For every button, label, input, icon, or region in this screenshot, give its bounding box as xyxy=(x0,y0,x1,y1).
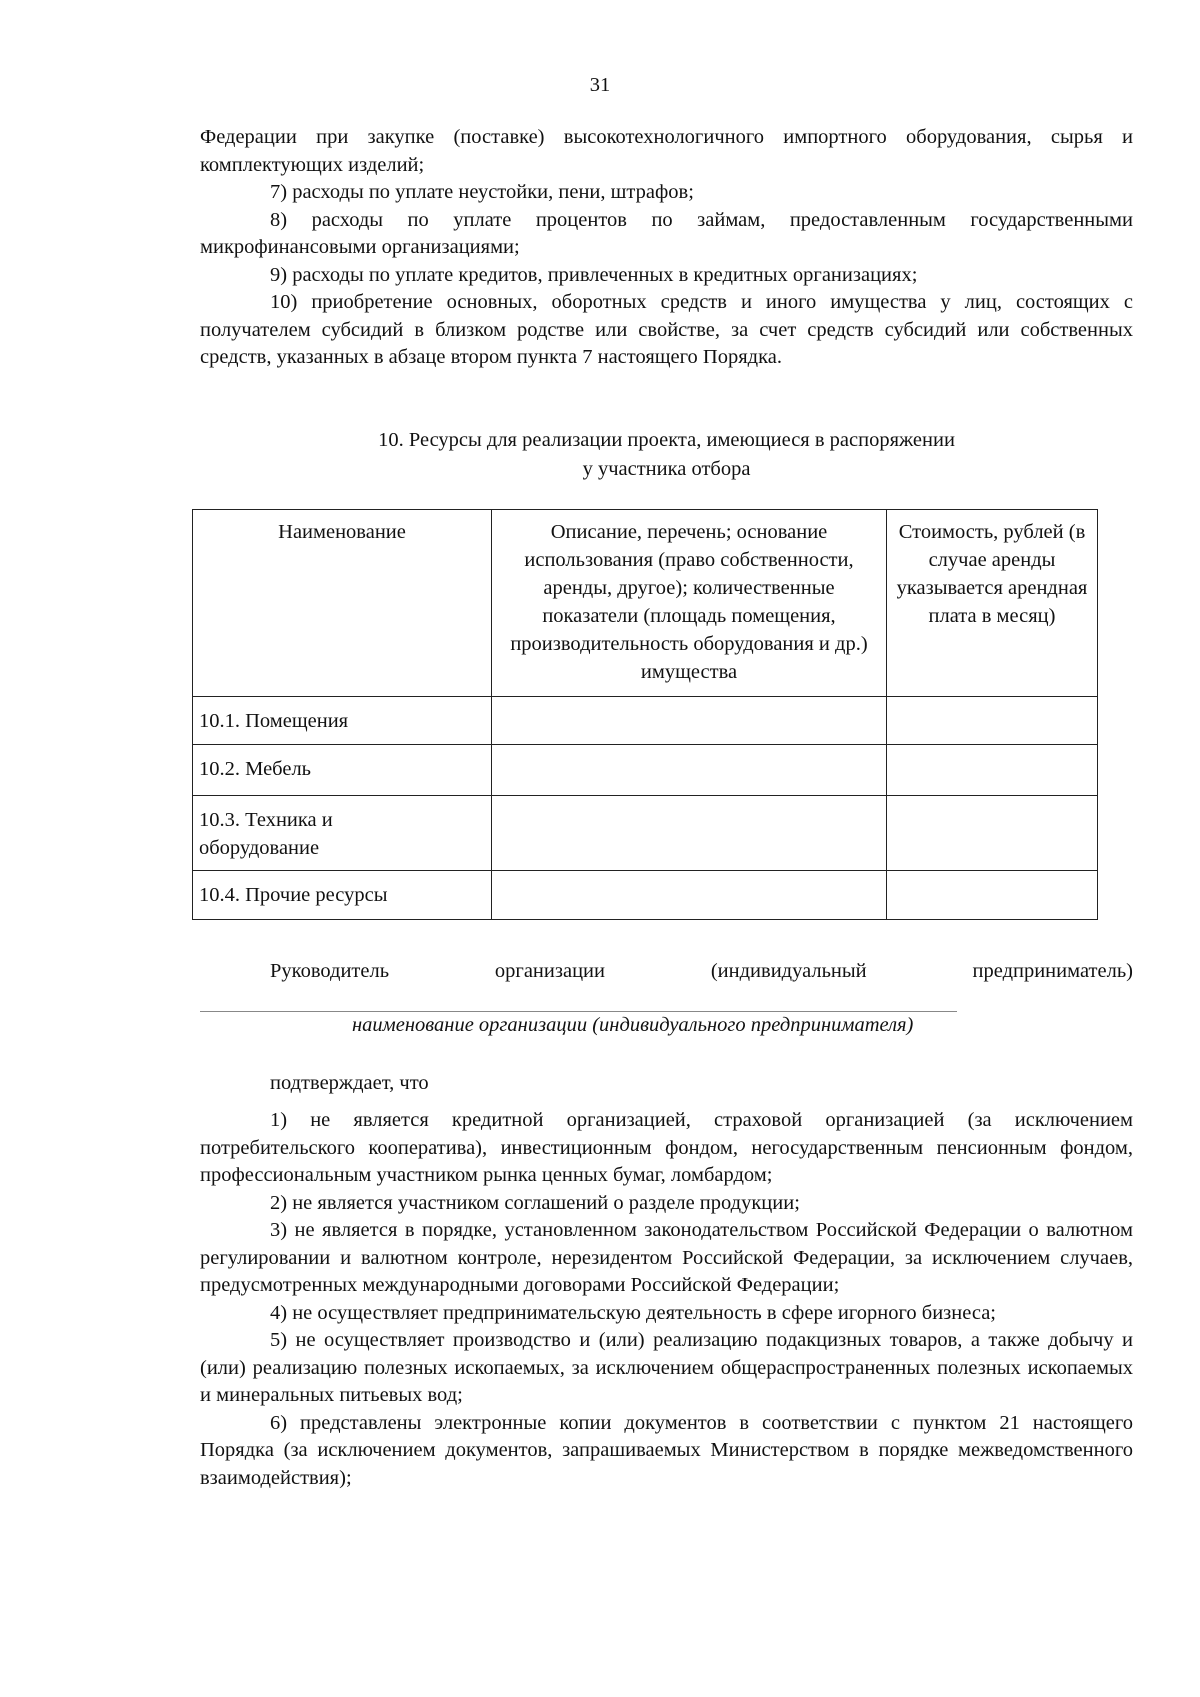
row-name: 10.4. Прочие ресурсы xyxy=(193,871,492,920)
signature-word: (индивидуальный xyxy=(710,960,867,982)
row-description xyxy=(492,871,887,920)
bottom-paragraphs xyxy=(200,1107,1133,1492)
row-cost xyxy=(887,697,1098,745)
table-row xyxy=(193,697,1098,745)
row-name: 10.1. Помещения xyxy=(193,697,492,745)
row-cost xyxy=(887,871,1098,920)
row-name: 10.2. Мебель xyxy=(193,745,492,796)
paragraph: 8) расходы по уплате процентов по займам, предоставленным государственными микрофинансовыми организациями; xyxy=(200,208,1133,258)
paragraph: 9) расходы по уплате кредитов, привлеченных в кредитных организациях; xyxy=(270,263,918,286)
top-paragraphs xyxy=(200,124,1133,372)
row-description xyxy=(492,796,887,871)
row-description xyxy=(492,745,887,796)
signature-word: организации xyxy=(494,960,605,982)
table-row xyxy=(193,745,1098,796)
section-title-line2: у участника отбора xyxy=(582,458,751,480)
paragraph: 3) не является в порядке, установленном законодательством Российской Федерации о валютном регулировании и валютном контроле, нерезидентом Российской Федерации, за исключением случаев, предусмотренных международными договорами Российской Федерации; xyxy=(200,1219,1133,1296)
paragraph: 5) не осуществляет производство и (или) реализацию подакцизных товаров, а также добычу и (или) реализацию полезных ископаемых, за исключением общераспространенных полезных ископаемых и минеральных питьевых вод; xyxy=(200,1329,1133,1406)
section-title-line1: 10. Ресурсы для реализации проекта, имеющиеся в распоряжении xyxy=(378,429,955,451)
paragraph: 2) не является участником соглашений о разделе продукции; xyxy=(270,1191,800,1214)
signature-word: предприниматель) xyxy=(972,960,1133,982)
paragraph: 6) представлены электронные копии документов в соответствии с пунктом 21 настоящего Порядка (за исключением документов, запрашиваемых Министерством в порядке межведомственного взаимодействия); xyxy=(200,1411,1133,1489)
table-row xyxy=(193,871,1098,920)
resources-table xyxy=(192,509,1098,920)
header-name: Наименование xyxy=(193,510,492,697)
header-cost: Стоимость, рублей (в случае аренды указывается арендная плата в месяц) xyxy=(887,510,1098,697)
row-cost xyxy=(887,796,1098,871)
signature-line xyxy=(270,960,1133,983)
paragraph: 7) расходы по уплате неустойки, пени, штрафов; xyxy=(270,181,694,203)
org-name-caption: наименование организации (индивидуального предпринимателя) xyxy=(352,1014,914,1036)
paragraph: Федерации при закупке (поставке) высокотехнологичного импортного оборудования, сырья и комплектующих изделий; xyxy=(200,126,1133,176)
paragraph: 10) приобретение основных, оборотных средств и иного имущества у лиц, состоящих с получателем субсидий в близком родстве или свойстве, за счет средств субсидий или собственных средств, указанных в абзаце втором пункта 7 настоящего Порядка. xyxy=(200,291,1133,368)
header-description: Описание, перечень; основание использования (право собственности, аренды, другое); количественные показатели (площадь помещения, производительность оборудования и др.) имущества xyxy=(492,510,887,697)
row-description xyxy=(492,697,887,745)
signature-word: Руководитель xyxy=(270,960,390,982)
section-title xyxy=(200,426,1133,484)
org-name-blank-line xyxy=(200,1011,957,1012)
row-name: 10.3. Техника и оборудование xyxy=(193,796,492,871)
confirms-text: подтверждает, что xyxy=(270,1072,429,1094)
table-row xyxy=(193,796,1098,871)
page-number: 31 xyxy=(589,74,611,96)
row-cost xyxy=(887,745,1098,796)
paragraph: 4) не осуществляет предпринимательскую деятельность в сфере игорного бизнеса; xyxy=(270,1301,996,1324)
paragraph: 1) не является кредитной организацией, страховой организацией (за исключением потребительского кооператива), инвестиционным фондом, негосударственным пенсионным фондом, профессиональным участником рынка ценных бумаг, ломбардом; xyxy=(200,1109,1133,1186)
